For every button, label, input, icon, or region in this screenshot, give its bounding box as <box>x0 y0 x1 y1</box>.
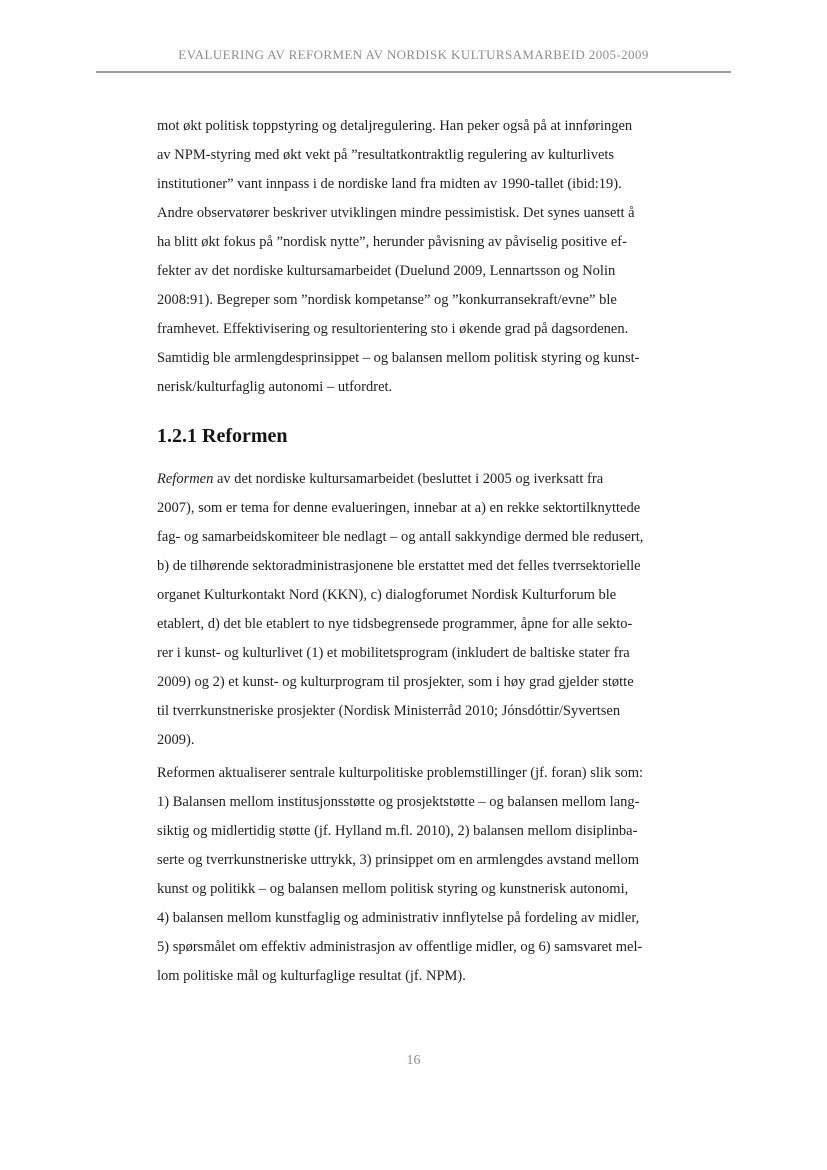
text-line: av NPM-styring med økt vekt på ”resultatkontraktlig regulering av kulturlivets <box>157 147 615 163</box>
text-line: organet Kulturkontakt Nord (KKN), c) dialogforumet Nordisk Kulturforum ble <box>157 587 617 603</box>
text-line: fekter av det nordiske kultursamarbeidet (Duelund 2009, Lennartsson og Nolin <box>157 263 616 279</box>
section-heading: 1.2.1 Reformen <box>157 425 288 447</box>
text-line: etablert, d) det ble etablert to nye tidsbegrensede programmer, åpne for alle sekto- <box>157 616 633 632</box>
text-line: 2007), som er tema for denne evalueringen, innebar at a) en rekke sektortilknyttede <box>157 500 641 516</box>
text-line: Andre observatører beskriver utviklingen mindre pessimistisk. Det synes uansett å <box>157 205 635 221</box>
text-line: siktig og midlertidig støtte (jf. Hylland m.fl. 2010), 2) balansen mellom disiplinba- <box>157 823 638 839</box>
text-line: framhevet. Effektivisering og resultorientering sto i økende grad på dagsordenen. <box>157 321 629 337</box>
text-line: rer i kunst- og kulturlivet (1) et mobilitetsprogram (inkludert de baltiske stater fra <box>157 645 630 661</box>
text-line: til tverrkunstneriske prosjekter (Nordisk Ministerråd 2010; Jónsdóttir/Syvertsen <box>157 703 621 719</box>
text-span: av det nordiske kultursamarbeidet (besluttet i 2005 og iverksatt fra <box>213 471 604 487</box>
italic-lead-word: Reformen <box>157 471 214 487</box>
paragraph-1 <box>157 112 715 402</box>
text-line: 1) Balansen mellom institusjonsstøtte og prosjektstøtte – og balansen mellom lang- <box>157 794 640 810</box>
paragraph-2 <box>157 465 715 755</box>
text-line: mot økt politisk toppstyring og detaljregulering. Han peker også på at innføringen <box>157 118 633 134</box>
text-line: 5) spørsmålet om effektiv administrasjon av offentlige midler, og 6) samsvaret mel- <box>157 939 643 955</box>
text-line: institutioner” vant innpass i de nordiske land fra midten av 1990-tallet (ibid:19). <box>157 176 622 192</box>
text-line: b) de tilhørende sektoradministrasjonene ble erstattet med det felles tverrsektorielle <box>157 558 641 574</box>
text-line: fag- og samarbeidskomiteer ble nedlagt – og antall sakkyndige dermed ble redusert, <box>157 529 644 545</box>
text-line: nerisk/kulturfaglig autonomi – utfordret. <box>157 379 393 395</box>
text-line: 2009). <box>157 732 195 748</box>
text-line: Reformen aktualiserer sentrale kulturpolitiske problemstillinger (jf. foran) slik som: <box>157 765 644 781</box>
header-rule <box>96 71 731 73</box>
text-line: Samtidig ble armlengdesprinsippet – og balansen mellom politisk styring og kunst- <box>157 350 640 366</box>
text-line: 2008:91). Begreper som ”nordisk kompetanse” og ”konkurransekraft/evne” ble <box>157 292 617 308</box>
text-line: kunst og politikk – og balansen mellom politisk styring og kunstnerisk autonomi, <box>157 881 629 897</box>
text-line: lom politiske mål og kulturfaglige resultat (jf. NPM). <box>157 968 466 984</box>
running-header: EVALUERING AV REFORMEN AV NORDISK KULTURSAMARBEID 2005-2009 <box>178 47 649 62</box>
text-line <box>157 465 715 494</box>
text-line: ha blitt økt fokus på ”nordisk nytte”, herunder påvisning av påviselig positive ef- <box>157 234 627 250</box>
page-number: 16 <box>406 1053 421 1068</box>
text-line: 2009) og 2) et kunst- og kulturprogram til prosjekter, som i høy grad gjelder støtte <box>157 674 634 690</box>
text-line: 4) balansen mellom kunstfaglig og administrativ innflytelse på fordeling av midler, <box>157 910 640 926</box>
paragraph-3 <box>157 759 715 991</box>
page-content <box>157 112 715 991</box>
text-line: serte og tverrkunstneriske uttrykk, 3) prinsippet om en armlengdes avstand mellom <box>157 852 640 868</box>
